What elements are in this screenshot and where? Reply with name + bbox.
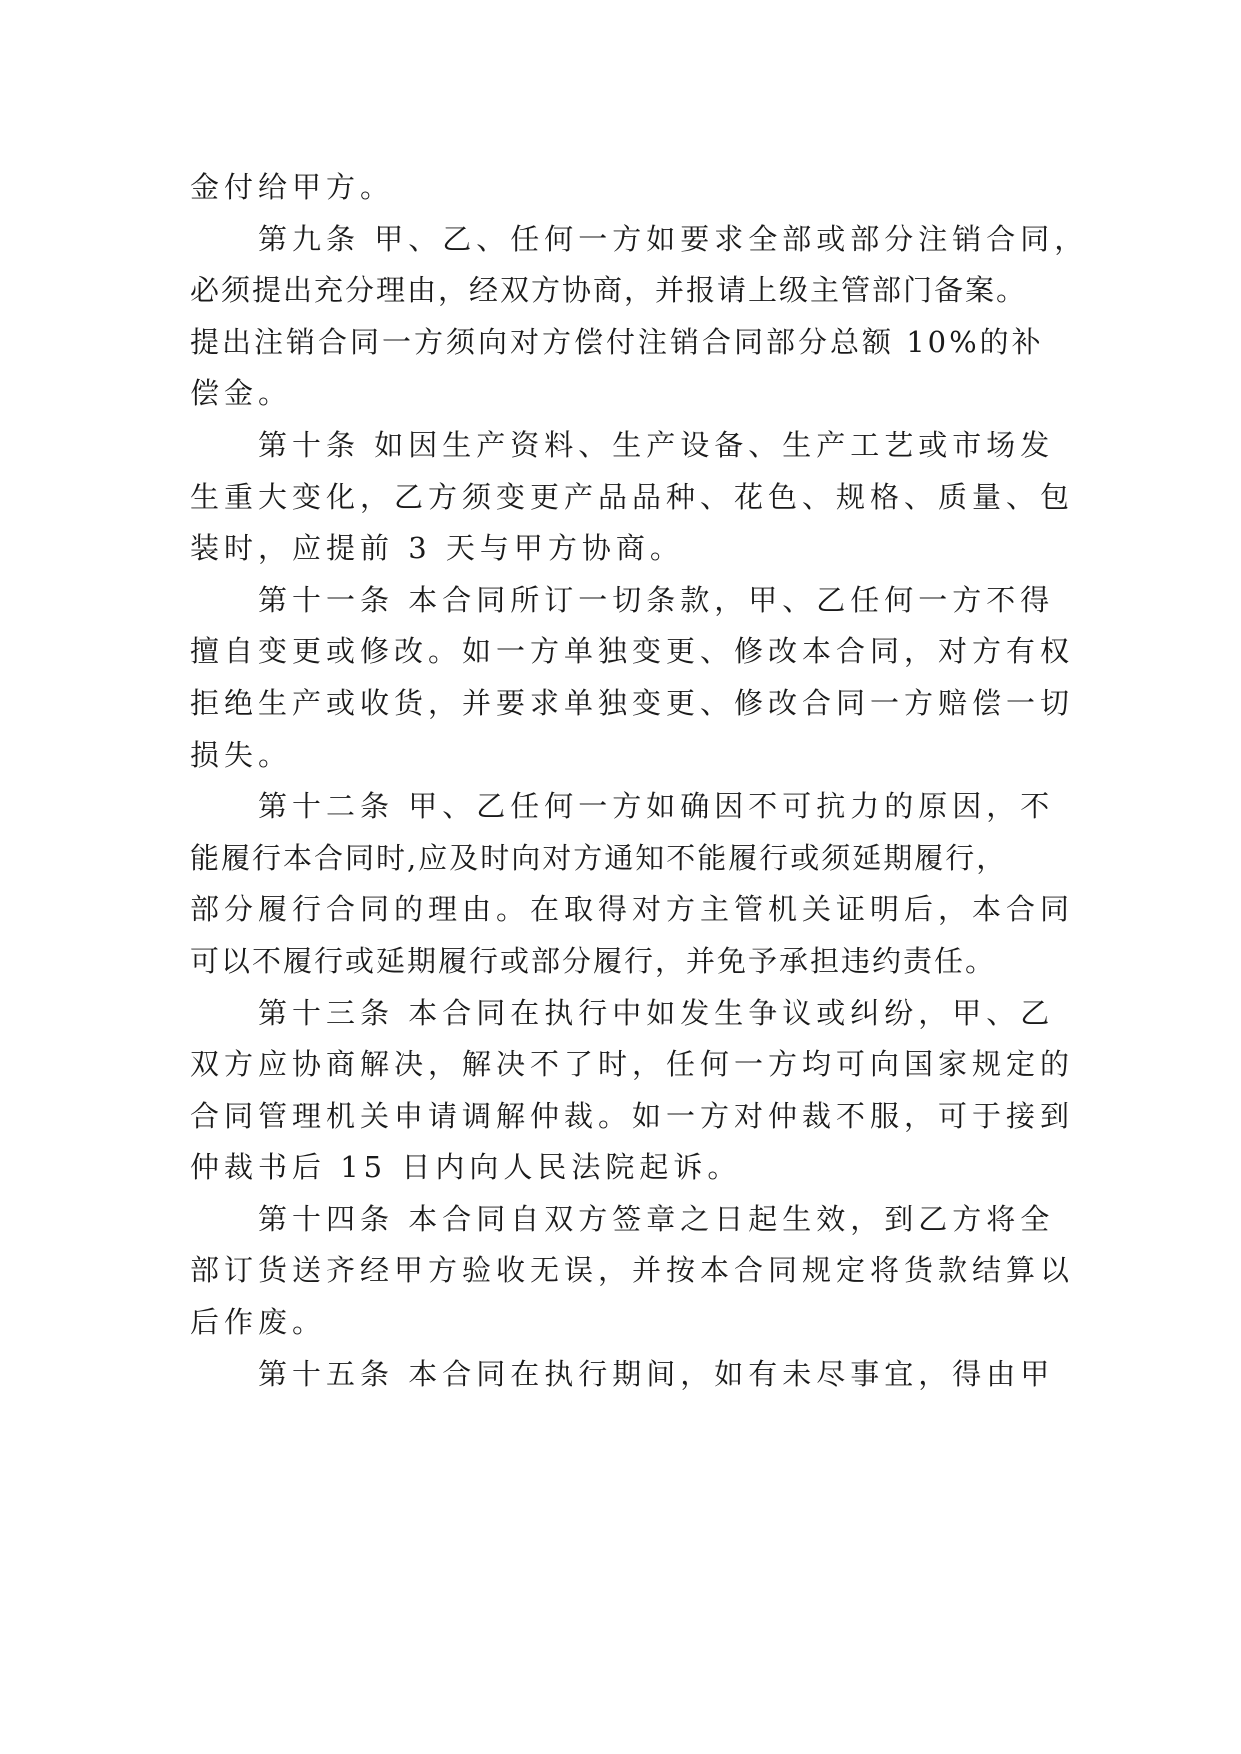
article-11-heading-line: 第十一条 本合同所订一切条款，甲、乙任何一方不得 — [258, 582, 1055, 617]
text-line: 后作废。 — [190, 1305, 327, 1340]
text-line: 合同管理机关申请调解仲裁。如一方对仲裁不服，可于接到 — [190, 1098, 1075, 1133]
text-line: 偿金。 — [190, 376, 293, 411]
text-line: 金付给甲方。 — [190, 170, 395, 204]
text-line: 可以不履行或延期履行或部分履行，并免予承担违约责任。 — [190, 943, 997, 978]
text-line: 双方应协商解决，解决不了时，任何一方均可向国家规定的 — [190, 1047, 1075, 1082]
article-9-heading-line: 第九条 甲、乙、任何一方如要求全部或部分注销合同， — [258, 221, 1089, 256]
text-line: 拒绝生产或收货，并要求单独变更、修改合同一方赔偿一切 — [190, 685, 1075, 720]
text-line: 擅自变更或修改。如一方单独变更、修改本合同，对方有权 — [190, 634, 1075, 669]
text-line: 生重大变化，乙方须变更产品品种、花色、规格、质量、包 — [190, 479, 1075, 514]
article-12-heading-line: 第十二条 甲、乙任何一方如确因不可抗力的原因，不 — [258, 789, 1055, 824]
text-line: 能履行本合同时,应及时向对方通知不能履行或须延期履行， — [190, 840, 1008, 875]
text-line: 损失。 — [190, 737, 293, 772]
contract-body — [190, 162, 1089, 1400]
article-14-heading-line: 第十四条 本合同自双方签章之日起生效，到乙方将全 — [258, 1201, 1055, 1236]
text-line: 必须提出充分理由，经双方协商，并报请上级主管部门备案。 — [190, 273, 1028, 308]
article-15-heading-line: 第十五条 本合同在执行期间，如有未尽事宜，得由甲 — [258, 1356, 1055, 1391]
text-line: 提出注销合同一方须向对方偿付注销合同部分总额 10%的补 — [190, 324, 1044, 359]
text-line: 仲裁书后 15 日内向人民法院起诉。 — [190, 1150, 742, 1185]
text-line: 部订货送齐经甲方验收无误，并按本合同规定将货款结算以 — [190, 1253, 1075, 1288]
text-line: 装时，应提前 3 天与甲方协商。 — [190, 531, 684, 566]
text-line: 部分履行合同的理由。在取得对方主管机关证明后，本合同 — [190, 892, 1075, 927]
article-10-heading-line: 第十条 如因生产资料、生产设备、生产工艺或市场发 — [258, 427, 1055, 462]
article-13-heading-line: 第十三条 本合同在执行中如发生争议或纠纷，甲、乙 — [258, 995, 1055, 1030]
